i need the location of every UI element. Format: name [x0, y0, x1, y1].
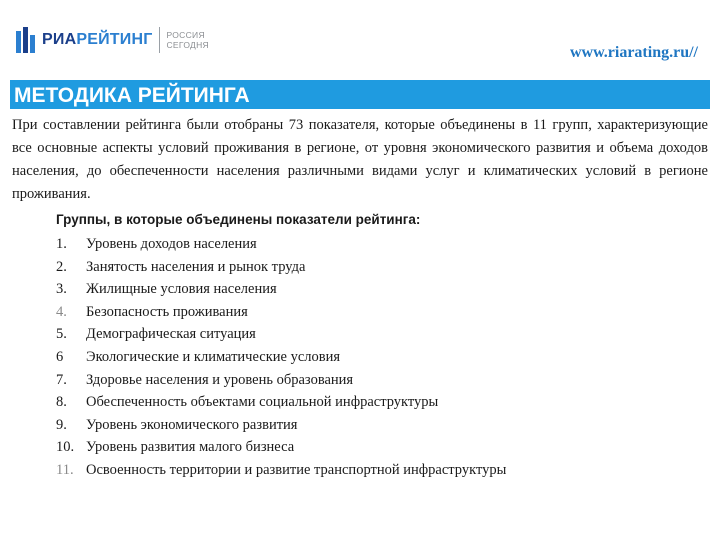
list-item-number: 4.: [56, 303, 67, 320]
brand-name: [42, 31, 152, 49]
list-item-label: Экологические и климатические условия: [86, 348, 341, 365]
list-item-label: Уровень экономического развития: [86, 416, 298, 433]
brand-name-part2: РЕЙТИНГ: [76, 31, 153, 48]
list-item-number: 5.: [56, 326, 67, 343]
list-item-label: Занятость населения и рынок труда: [86, 258, 306, 275]
list-item-label: Освоенность территории и развитие транспортной инфраструктуры: [86, 461, 507, 478]
brand-name-part1: РИА: [42, 31, 77, 48]
list-item-number: 3.: [56, 281, 67, 298]
list-item-number: 9.: [56, 416, 67, 433]
list-item-number: 7.: [56, 371, 67, 388]
list-item: [56, 414, 506, 437]
brand-subtitle-line2: СЕГОДНЯ: [166, 40, 209, 50]
list-item-number: 11.: [56, 461, 74, 478]
groups-heading: Группы, в которые объединены показатели рейтинга:: [56, 212, 421, 227]
brand-subtitle: [166, 30, 209, 50]
list-item-number: 6: [56, 348, 64, 365]
list-item: [56, 346, 506, 369]
list-item-number: 1.: [56, 236, 67, 252]
site-url: www.riarating.ru//: [570, 44, 698, 61]
list-item-number: 10.: [56, 439, 75, 456]
ria-logo-mark-icon: [14, 25, 38, 55]
intro-paragraph: При составлении рейтинга были отобраны 73 показателя, которые объединены в 11 групп, характеризующие все основные аспекты условий проживания в регионе, от уровня экономического развития и объема доходов населения, до обеспеченности населения различными видами услуг и климатических условий в регионе проживания.: [12, 117, 708, 202]
list-item-number: 2.: [56, 258, 67, 275]
list-item: [56, 301, 506, 324]
brand-subtitle-line1: РОССИЯ: [166, 30, 205, 40]
list-item-number: 8.: [56, 394, 67, 411]
list-item-label: Демографическая ситуация: [86, 326, 256, 343]
list-item-label: Уровень доходов населения: [86, 236, 257, 252]
list-item: [56, 256, 506, 279]
list-item-label: Безопасность проживания: [86, 303, 248, 320]
list-item: [56, 436, 506, 459]
list-item: [56, 391, 506, 414]
list-item-label: Жилищные условия населения: [86, 281, 277, 298]
list-item-label: Обеспеченность объектами социальной инфраструктуры: [86, 394, 439, 411]
list-item-label: Здоровье населения и уровень образования: [86, 371, 354, 388]
groups-list: [56, 233, 506, 482]
list-item: [56, 459, 506, 482]
list-item: [56, 323, 506, 346]
list-item: [56, 278, 506, 301]
list-item: [56, 369, 506, 392]
list-item: [56, 233, 506, 256]
page-title: МЕТОДИКА РЕЙТИНГА: [10, 80, 710, 109]
ria-rating-logo: [14, 23, 209, 57]
logo-divider: [159, 27, 160, 53]
list-item-label: Уровень развития малого бизнеса: [86, 439, 295, 456]
